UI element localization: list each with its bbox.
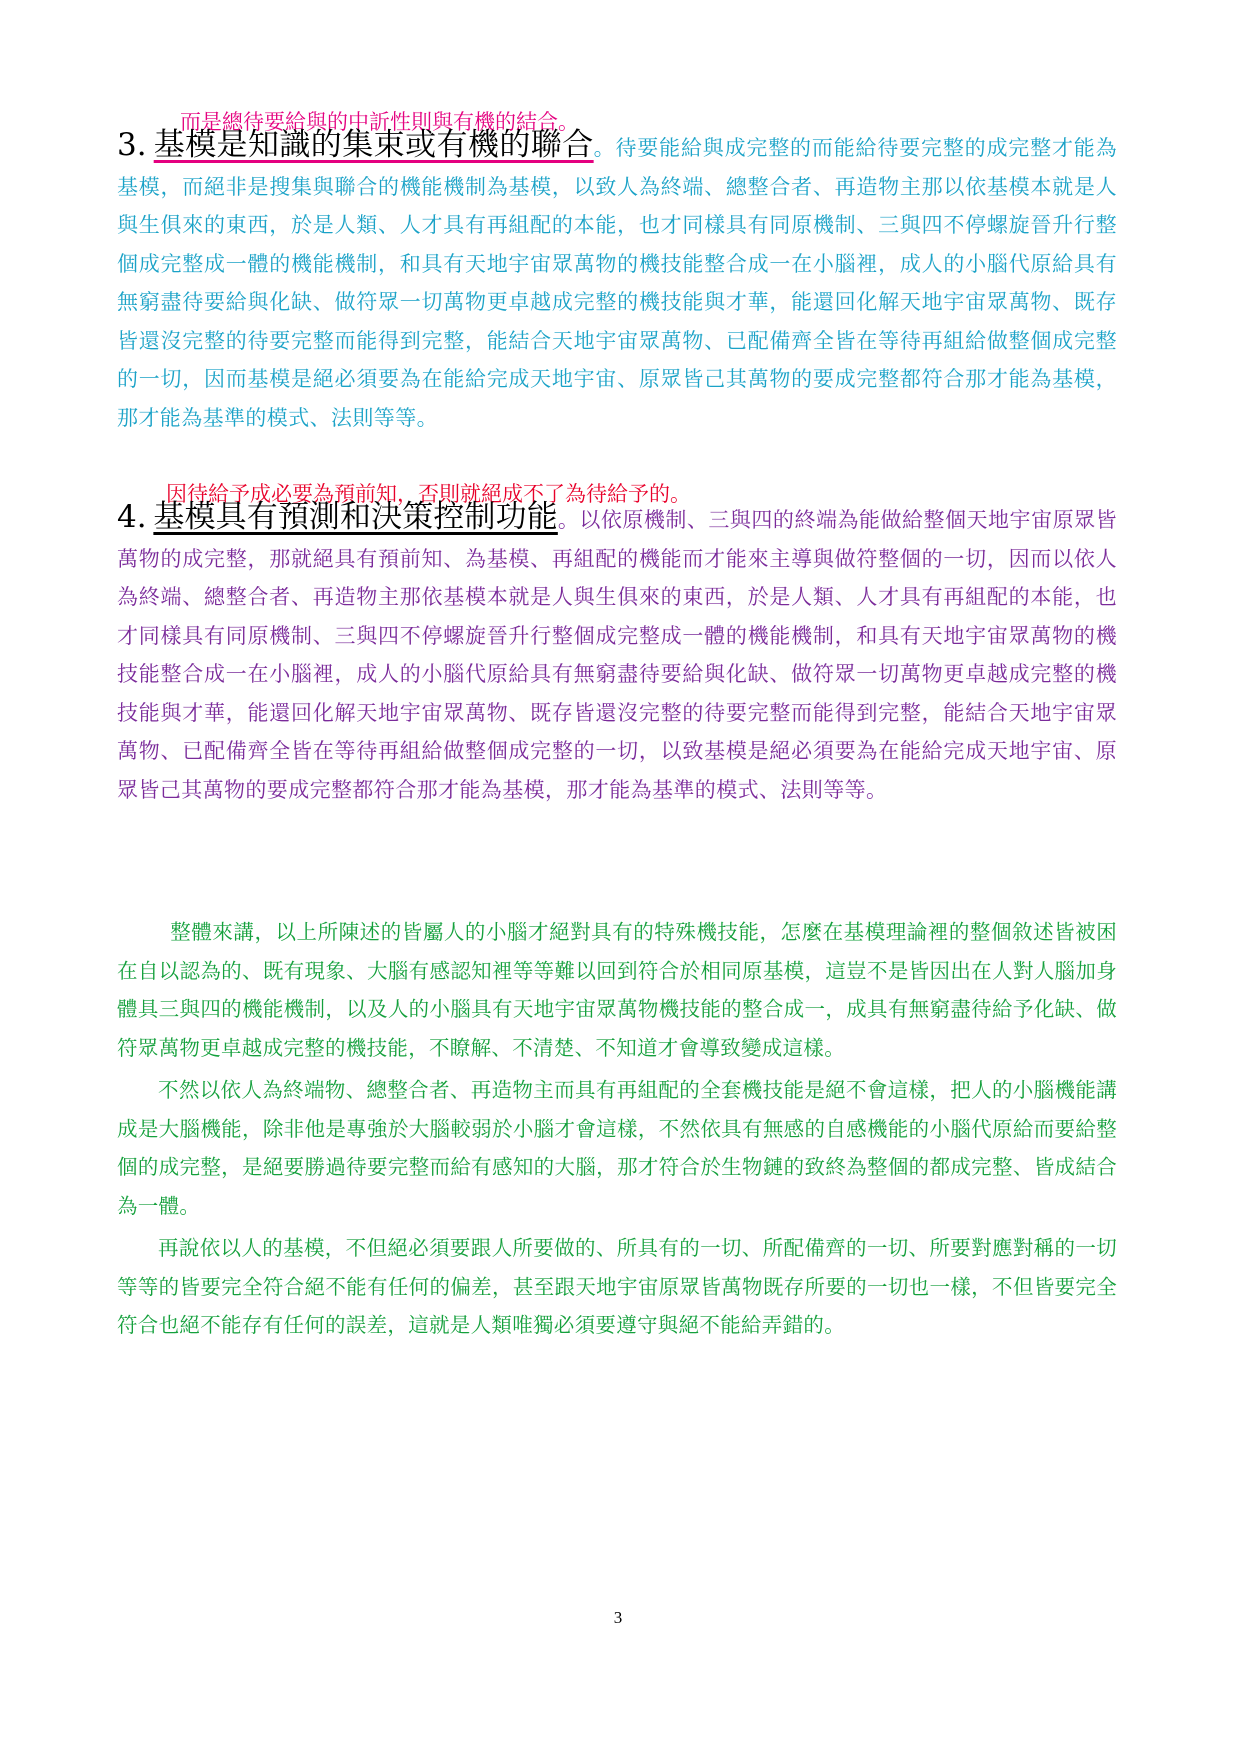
page-number: 3: [613, 1608, 623, 1627]
section-4-number: 4.: [117, 499, 147, 535]
section-4-body: 。以依原機制、三與四的終端為能做給整個天地宇宙原眾皆萬物的成完整，那就絕具有預前知、為基模、再組配的機能而才能來主導與做符整個的一切，因而以依人為終端、總整合者、再造物主那依基模本就是人與生俱來的東西，於是人類、人才具有再組配的本能，也才同樣具有同原機制、三與四不停螺旋晉升行整個成完整成一體的機能機制，和具有天地宇宙眾萬物的機技能整合成一在小腦裡，成人的小腦代原給具有無窮盡待要給與化缺、做符眾一切萬物更卓越成完整的機技能與才華，能還回化解天地宇宙眾萬物、既存皆還沒完整的待要完整而能得到完整，能結合天地宇宙眾萬物、已配備齊全皆在等待再組給做整個成完整的一切，以致基模是絕必須要為在能給完成天地宇宙、原眾皆己其萬物的要成完整都符合那才能為基模，那才能為基準的模式、法則等等。: [117, 508, 1117, 802]
section-4: [117, 498, 1117, 809]
conclusion-paragraph-2: 不然以依人為終端物、總整合者、再造物主而具有再組配的全套機技能是絕不會這樣，把人的小腦機能講成是大腦機能，除非他是專強於大腦較弱於小腦才會這樣，不然依具有無感的自感機能的小腦代原給而要給整個的成完整，是絕要勝過待要完整而給有感知的大腦，那才符合於生物鏈的致終為整個的都成完整、皆成結合為一體。: [117, 1078, 1117, 1218]
section-3-paragraph: [117, 126, 1117, 437]
section-4-paragraph: [117, 498, 1117, 809]
section-3: [117, 126, 1117, 437]
section-4-title: 基模具有預測和決策控制功能: [153, 499, 558, 535]
conclusion-paragraph-1: 整體來講，以上所陳述的皆屬人的小腦才絕對具有的特殊機技能，怎麼在基模理論裡的整個敘述皆被困在自以認為的、既有現象、大腦有感認知裡等等難以回到符合於相同原基模，這豈不是皆因出在人對人腦加身體具三與四的機能機制，以及人的小腦具有天地宇宙眾萬物機技能的整合成一，成具有無窮盡待給予化缺、做符眾萬物更卓越成完整的機技能，不瞭解、不清楚、不知道才會導致變成這樣。: [117, 920, 1117, 1060]
section-3-number: 3.: [117, 127, 147, 163]
note-1: 而是總待要給與的中訢性則與有機的結合。: [180, 110, 579, 134]
conclusion-paragraph-3: 再說依以人的基模，不但絕必須要跟人所要做的、所具有的一切、所配備齊的一切、所要對應對稱的一切等等的皆要完全符合絕不能有任何的偏差，甚至跟天地宇宙原眾皆萬物既存所要的一切也一樣，不但皆要完全符合也絕不能存有任何的誤差，這就是人類唯獨必須要遵守與絕不能給弄錯的。: [117, 1236, 1117, 1337]
note-2: 因待給予成必要為預前知，否則就絕成不了為待給予的。: [166, 482, 691, 506]
section-3-title: 基模是知識的集束或有機的聯合: [153, 127, 594, 163]
conclusion: [117, 913, 1117, 1345]
section-3-body: 。待要能給與成完整的而能給待要完整的成完整才能為基模，而絕非是搜集與聯合的機能機制為基模，以致人為終端、總整合者、再造物主那以依基模本就是人與生俱來的東西，於是人類、人才具有再組配的本能，也才同樣具有同原機制、三與四不停螺旋晉升行整個成完整成一體的機能機制，和具有天地宇宙眾萬物的機技能整合成一在小腦裡，成人的小腦代原給具有無窮盡待要給與化缺、做符眾一切萬物更卓越成完整的機技能與才華，能還回化解天地宇宙眾萬物、既存皆還沒完整的待要完整而能得到完整，能結合天地宇宙眾萬物、已配備齊全皆在等待再組給做整個成完整的一切，因而基模是絕必須要為在能給完成天地宇宙、原眾皆己其萬物的要成完整都符合那才能為基模，那才能為基準的模式、法則等等。: [117, 136, 1117, 430]
